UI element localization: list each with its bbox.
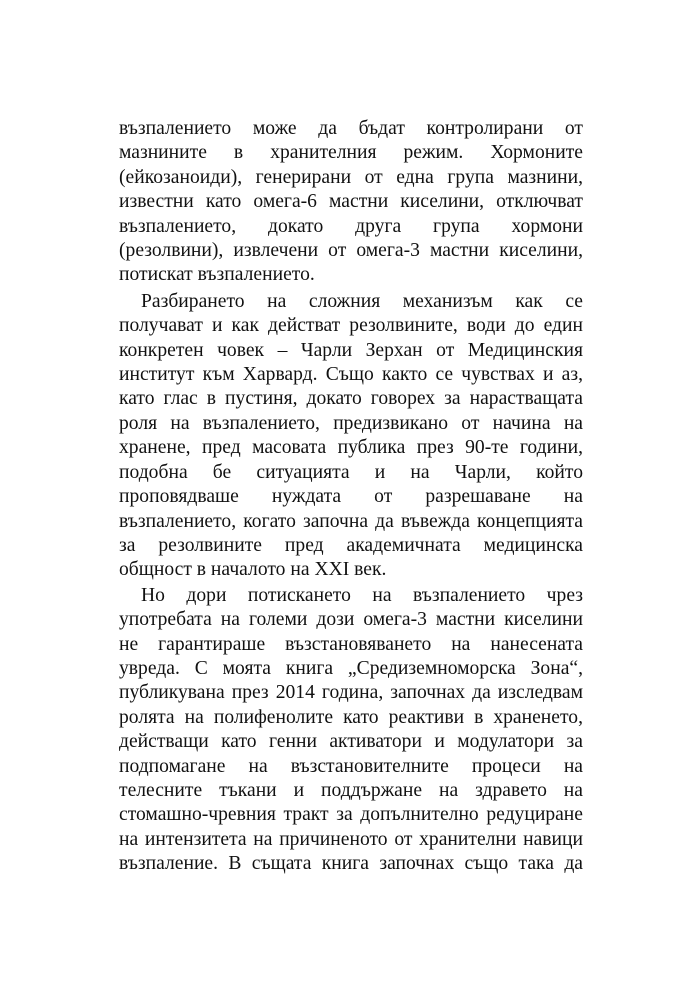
text-line: институт към Харвард. Също както се чувствах и аз, [119,364,583,386]
text-line: действащи като генни активатори и модулатори за [119,731,583,753]
text-line: роля на възпалението, предизвикано от начина на [119,412,583,434]
paragraph-3 [119,584,583,877]
text-line: потискат възпалението. [119,264,315,286]
text-line: като глас в пустиня, докато говорех за нарастващата [119,388,583,410]
body-text [119,117,583,877]
text-line: телесните тъкани и поддържане на здравето на [119,779,583,801]
text-line: възпалението, докато друга група хормони [119,215,583,237]
text-line: хранене, пред масовата публика през 90-те години, [119,437,583,459]
text-line: публикувана през 2014 година, започнах да изследвам [119,682,583,704]
text-line: (ейкозаноиди), генерирани от една група мазнини, [119,166,583,188]
text-line: подпомагане на възстановителните процеси на [119,755,583,777]
text-line: ролята на полифенолите като реактиви в храненето, [119,706,583,728]
text-line: не гарантираше възстановяването на нанесената [119,633,583,655]
paragraph-2 [119,290,583,583]
text-line: проповядваше нуждата от разрешаване на [119,486,583,508]
text-line: за резолвините пред академичната медицинска [119,534,583,556]
text-line: получават и как действат резолвините, води до един [119,315,583,337]
paragraph-1 [119,117,583,288]
text-line: възпалението може да бъдат контролирани от [119,118,583,139]
text-line: употребата на големи дози омега-3 мастни киселини [119,609,583,631]
text-line: известни като омега-6 мастни киселини, отключват [119,191,583,213]
text-line: конкретен човек – Чарли Зерхан от Медицинския [119,339,583,361]
text-line: стомашно-чревния тракт за допълнително редуциране [119,804,583,826]
text-line: Разбирането на сложния механизъм как се [141,290,583,312]
text-line: подобна бе ситуацията и на Чарли, който [119,461,583,483]
text-line: възпаление. В същата книга започнах също така да [119,853,583,875]
text-line: мазнините в хранителния режим. Хормоните [119,142,583,164]
text-line: увреда. С моята книга „Средиземноморска Зона“, [119,657,583,679]
text-line: на интензитета на причиненото от хранителни навици [119,828,583,850]
text-line: общност в началото на XXI век. [119,559,387,581]
text-line: (резолвини), извлечени от омега-3 мастни киселини, [119,240,583,262]
text-line: възпалението, когато започна да въвежда концепцията [119,510,583,532]
text-line: Но дори потискането на възпалението чрез [141,584,583,606]
